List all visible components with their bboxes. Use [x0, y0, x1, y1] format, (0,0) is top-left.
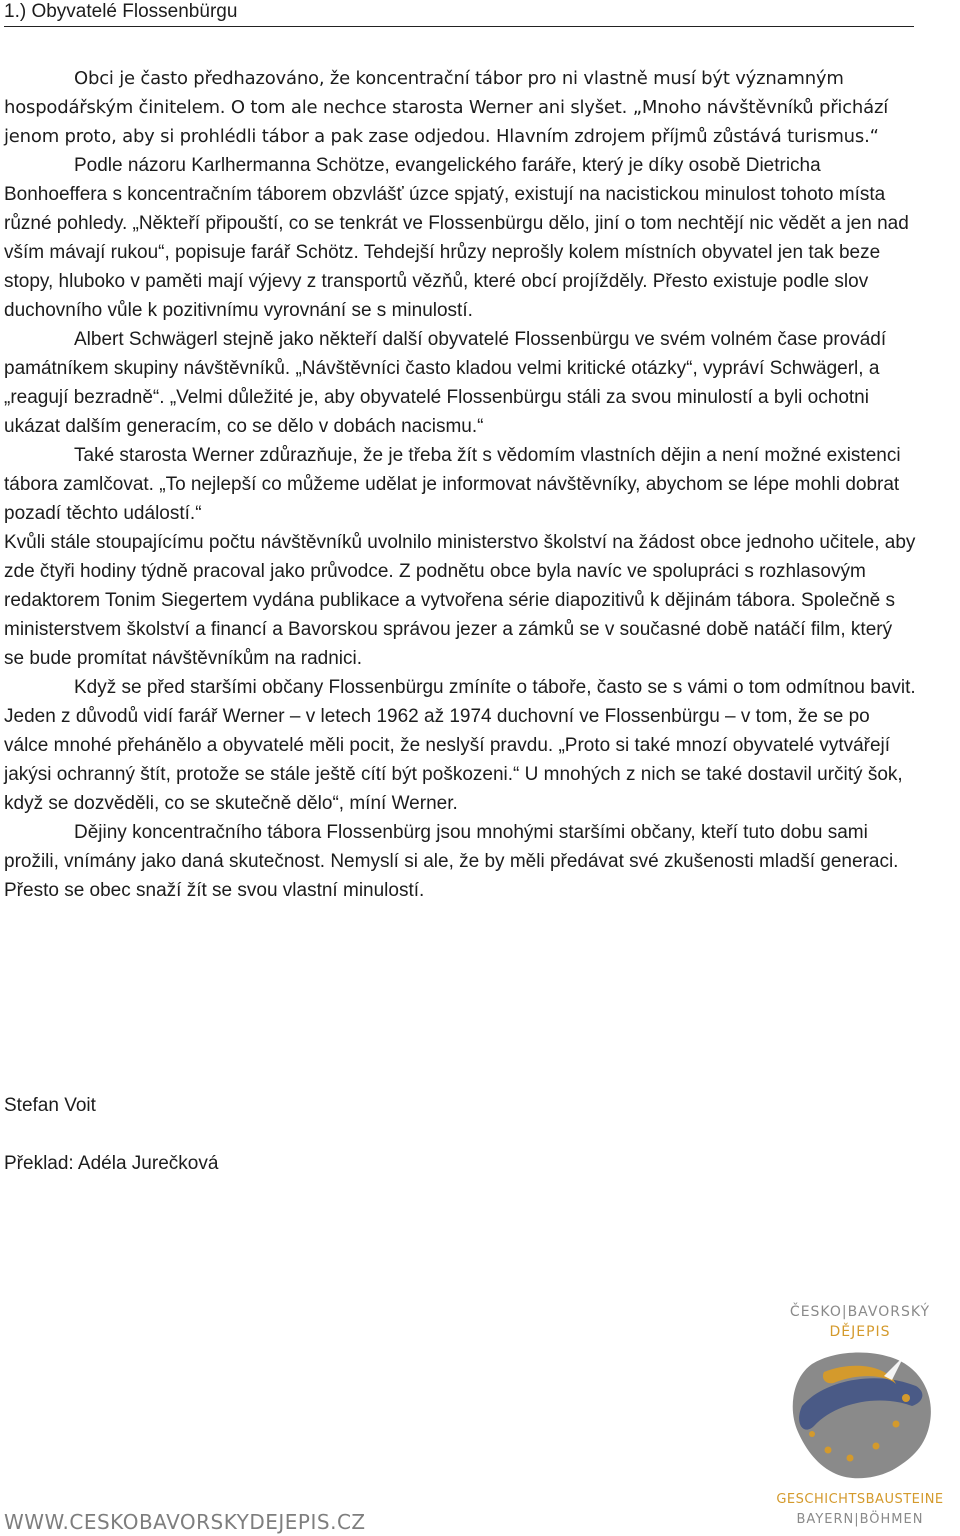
logo-emblem-icon: [784, 1346, 936, 1486]
paragraph-ministry: Kvůli stále stoupajícímu počtu návštěvníků uvolnilo ministerstvo školství na žádost obce jednoho učitele, aby zde čtyři hodiny týdně pracoval jako průvodce. Z podnětu obce byla navíc ve spolupráci s rozhlasovým redaktorem Tonim Siegertem vydána publikace a vytvořena série diapozitivů k dějinám tábora. Společně s ministerstvem školství a financí a Bavorskou správou jezer a zámků se v současné době natáčí film, který se bude promítat návštěvníkům na radnici.: [4, 532, 916, 669]
paragraph-schotze: Podle názoru Karlhermanna Schötze, evangelického faráře, který je díky osobě Dietricha Bonhoeffera s koncentračním táborem obzvlášť úzce spjatý, existují na nacistickou minulost tohoto místa různé pohledy. „Někteří připouští, co se tenkrát ve Flossenbürgu dělo, jiní o tom nechtějí nic vědět a jen nad vším mávají rukou“, popisuje farář Schötz. Tehdejší hrůzy neprošly kolem místních obyvatel jen tak beze stopy, hluboko v paměti mají výjevy z transportů vězňů, které obcí projížděly. Přesto existuje podle slov duchovního vůle k pozitivnímu vyrovnání se s minulostí.: [4, 155, 909, 321]
section-heading: 1.) Obyvatelé Flossenbürgu: [4, 0, 914, 27]
logo-line-bayern-bohmen: BAYERN|BÖHMEN: [796, 1512, 924, 1527]
paragraph-werner: Také starosta Werner zdůrazňuje, že je třeba žít s vědomím vlastních dějin a není možné existenci tábora zamlčovat. „To nejlepší co můžeme udělat je informovat návštěvníky, abychom se lépe mohli dobrat pozadí těchto událostí.“: [4, 445, 901, 524]
paragraph-intro: Obci je často předhazováno, že koncentrační tábor pro ni vlastně musí být významným hospodářským činitelem. O tom ale nechce starosta Werner ani slyšet. „Mnoho návštěvníků přichází jenom proto, aby si prohlédli tábor a pak zase odjedou. Hlavním zdrojem příjmů zůstává turismus.“: [4, 68, 888, 147]
logo-title: [770, 1302, 950, 1342]
article-body: [4, 64, 916, 905]
cesko-bavorsky-dejepis-logo: [770, 1302, 950, 1532]
logo-line-geschichtsbausteine: GESCHICHTSBAUSTEINE: [776, 1492, 944, 1507]
logo-line-dejepis: DĚJEPIS: [829, 1324, 891, 1340]
footer-website-link[interactable]: WWW.CESKOBAVORSKYDEJEPIS.CZ: [4, 1510, 366, 1534]
translator-credit: Překlad: Adéla Jurečková: [4, 1153, 219, 1174]
paragraph-schwagerl: Albert Schwägerl stejně jako někteří další obyvatelé Flossenbürgu ve svém volném čase provádí památníkem skupiny návštěvníků. „Návštěvníci často kladou velmi kritické otázky“, vypráví Schwägerl, a „reagují bezradně“. „Velmi důležité je, aby obyvatelé Flossenbürgu stáli za svou minulostí a byli ochotni ukázat dalším generacím, co se dělo v dobách nacismu.“: [4, 329, 887, 437]
author-name: Stefan Voit: [4, 1095, 96, 1116]
logo-line-cesko-bavorsky: ČESKO|BAVORSKÝ: [789, 1304, 931, 1320]
paragraph-older-citizens: Když se před staršími občany Flossenbürgu zmíníte o táboře, často se s vámi o tom odmítnou bavit. Jeden z důvodů vidí farář Werner – v letech 1962 až 1974 duchovní ve Flossenbürgu – v tom, že se po válce mnohé přehánělo a obyvatelé měli pocit, že neslyší pravdu. „Proto si také mnozí obyvatelé vytvářejí jakýsi ochranný štít, protože se stále ještě cítí být poškozeni.“ U mnohých z nich se také dostavil určitý šok, když se dozvěděli, co se skutečně dělo“, míní Werner.: [4, 677, 916, 814]
logo-subtitle: [770, 1490, 950, 1530]
paragraph-history: Dějiny koncentračního tábora Flossenbürg jsou mnohými staršími občany, kteří tuto dobu sami prožili, vnímány jako daná skutečnost. Nemyslí si ale, že by měli předávat své zkušenosti mladší generaci. Přesto se obec snaží žít se svou vlastní minulostí.: [4, 822, 899, 901]
